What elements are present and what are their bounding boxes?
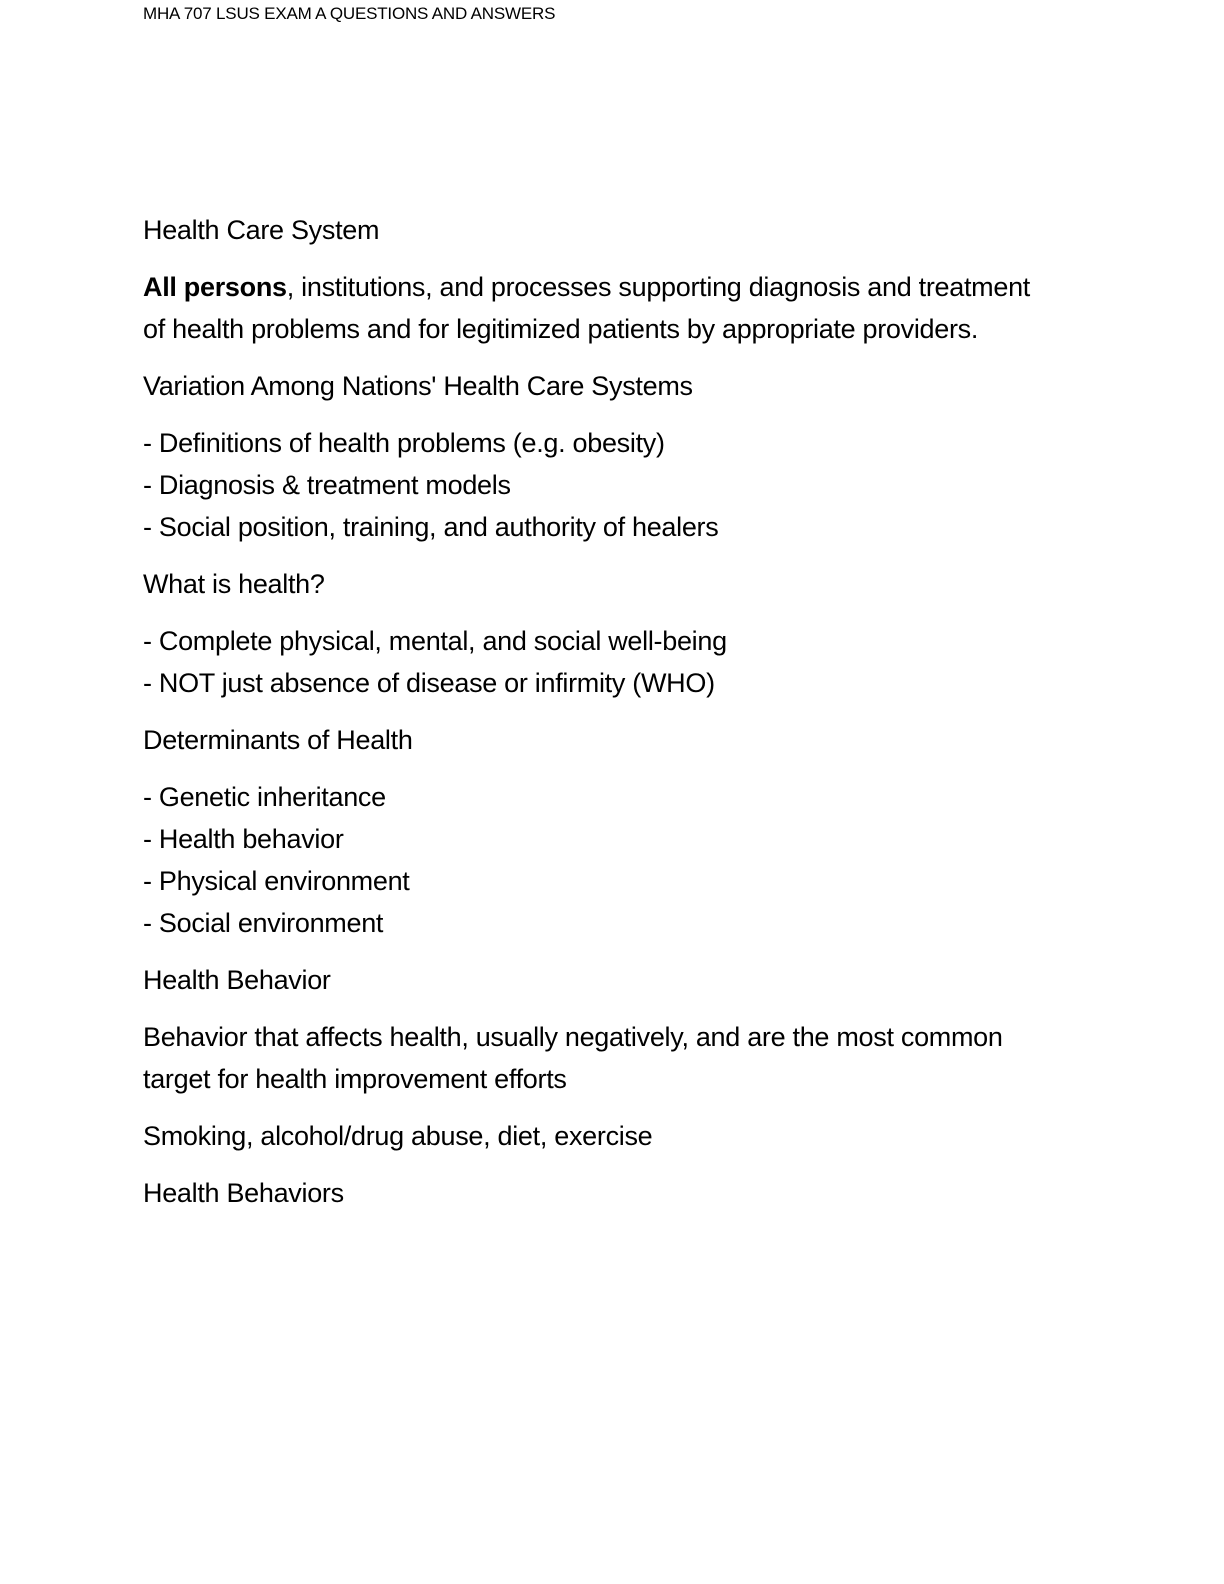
list-item: - Physical environment (143, 866, 410, 896)
term-what-is-health: What is health? (143, 569, 325, 599)
document-body (143, 209, 1043, 1229)
list-item: - NOT just absence of disease or infirmity (WHO) (143, 668, 715, 698)
list-item: - Diagnosis & treatment models (143, 470, 511, 500)
list-variation-among-nations (143, 422, 1043, 548)
definition-text: , institutions, and processes supporting diagnosis and treatment of health problems and for legitimized patients by appropriate providers. (143, 272, 1030, 344)
definition-bold-lead: All persons (143, 272, 287, 302)
list-item: - Social position, training, and authority of healers (143, 512, 719, 542)
list-item: - Definitions of health problems (e.g. obesity) (143, 428, 665, 458)
term-determinants-of-health: Determinants of Health (143, 725, 413, 755)
term-health-behaviors: Health Behaviors (143, 1178, 344, 1208)
page-header: MHA 707 LSUS EXAM A QUESTIONS AND ANSWERS (143, 4, 556, 23)
term-health-care-system: Health Care System (143, 215, 380, 245)
list-determinants-of-health (143, 776, 1043, 944)
term-variation-among-nations: Variation Among Nations' Health Care Systems (143, 371, 693, 401)
list-what-is-health (143, 620, 1043, 704)
definition-health-care-system (143, 266, 1043, 350)
list-item: - Health behavior (143, 824, 344, 854)
list-item: - Genetic inheritance (143, 782, 386, 812)
list-item: - Social environment (143, 908, 384, 938)
list-item: - Complete physical, mental, and social well-being (143, 626, 727, 656)
term-health-behavior: Health Behavior (143, 965, 331, 995)
examples-health-behavior: Smoking, alcohol/drug abuse, diet, exercise (143, 1121, 653, 1151)
definition-health-behavior: Behavior that affects health, usually negatively, and are the most common target for health improvement efforts (143, 1022, 1003, 1094)
